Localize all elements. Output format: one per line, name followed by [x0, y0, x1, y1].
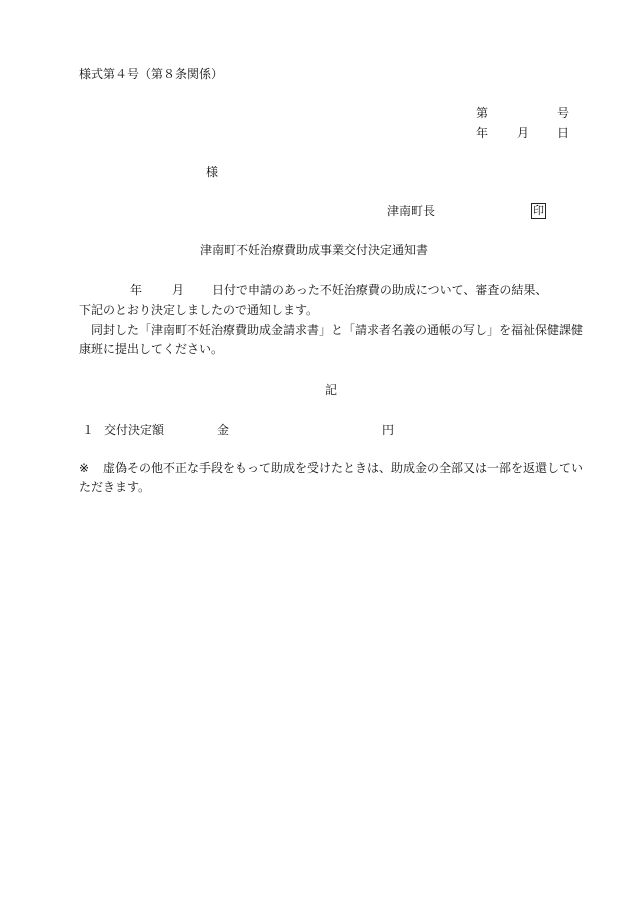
issuer-title: 津南町長 [387, 204, 436, 218]
item-label: 交付決定額 [104, 423, 165, 437]
note-mark: ※ [79, 461, 90, 475]
date-year-label: 年 [476, 126, 489, 140]
recipient-honorific: 様 [206, 165, 219, 179]
body-date-year: 年 [130, 283, 143, 297]
date-day-label: 日 [557, 126, 570, 140]
item-amount-prefix: 金 [217, 423, 230, 437]
document-title: 津南町不妊治療費助成事業交付決定通知書 [200, 243, 429, 257]
ki-heading: 記 [325, 383, 338, 397]
body-paragraph2: 同封した「津南町不妊治療費助成金請求書」と「請求者名義の通帳の写し」を福祉保健課健康班に提出してください。 [79, 323, 584, 356]
body-date-month: 月 [172, 283, 185, 297]
date-month-label: 月 [517, 126, 530, 140]
seal-mark: 印 [533, 204, 544, 217]
item-number: １ [82, 423, 95, 437]
note-text: 虚偽その他不正な手段をもって助成を受けたときは、助成金の全部又は一部を返還していただきます。 [79, 461, 584, 494]
item-amount-unit: 円 [382, 423, 395, 437]
doc-number-go: 号 [557, 106, 570, 120]
doc-number-dai: 第 [476, 106, 489, 120]
body-line2: 下記のとおり決定しましたので通知します。 [79, 303, 319, 317]
body-line1: 日付で申請のあった不妊治療費の助成について、審査の結果、 [212, 283, 548, 297]
form-number: 様式第４号（第８条関係） [79, 67, 224, 81]
